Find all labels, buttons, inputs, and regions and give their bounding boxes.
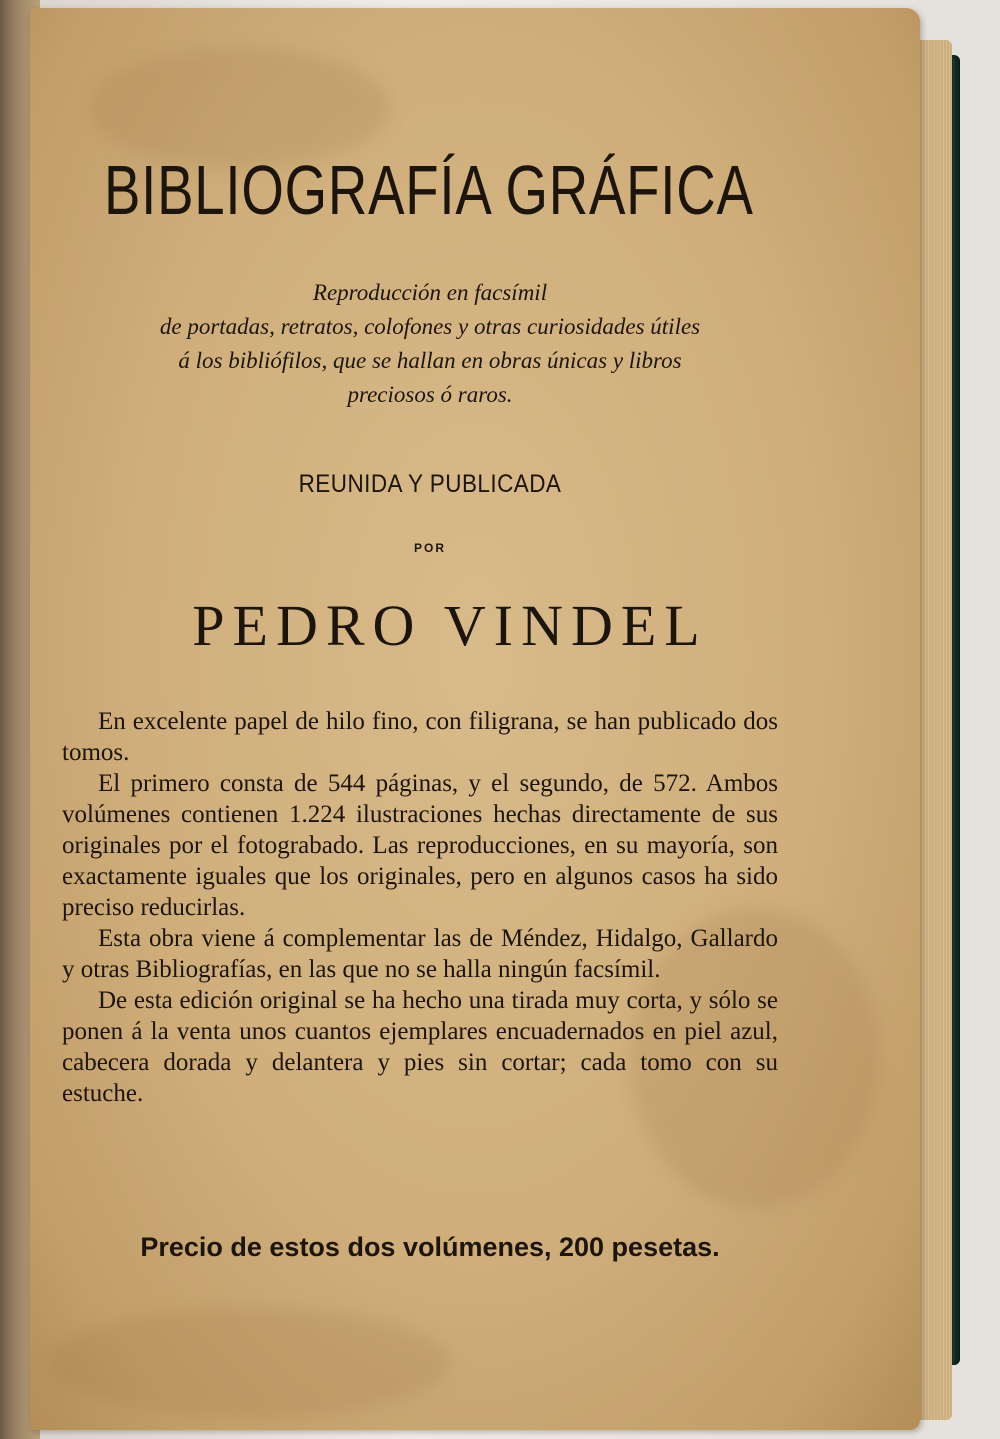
subtitle-line: á los bibliófilos, que se hallan en obras únicas y libros (178, 348, 682, 373)
subtitle-line: de portadas, retratos, colofones y otras curiosidades útiles (159, 314, 701, 339)
compiled-label: REUNIDA Y PUBLICADA (298, 470, 562, 498)
by-label: POR (413, 541, 446, 555)
subtitle-line: preciosos ó raros. (347, 382, 513, 407)
paper-stain (50, 1308, 450, 1418)
document-title: BIBLIOGRAFÍA GRÁFICA (103, 151, 754, 229)
price-line: Precio de estos dos volúmenes, 200 pesetas. (140, 1232, 720, 1262)
paragraph: En excelente papel de hilo fino, con filigrana, se han publicado dos tomos. (62, 708, 778, 766)
subtitle-line: Reproducción en facsímil (312, 280, 548, 305)
paragraph: El primero consta de 544 páginas, y el segundo, de 572. Ambos volúmenes contienen 1.224 ilustraciones hechas directamente de sus originales por el fotograbado. Las reproducciones, en su mayoría, son exactamente iguales que los originales, pero en algunos casos ha sido preciso reducirlas. (62, 770, 778, 921)
paragraph: Esta obra viene á complementar las de Méndez, Hidalgo, Gallardo y otras Bibliografías, en las que no se halla ningún facsímil. (62, 925, 778, 983)
subtitle (60, 276, 800, 412)
paragraph: De esta edición original se ha hecho una tirada muy corta, y sólo se ponen á la venta unos cuantos ejemplares encuadernados en piel azul, cabecera dorada y delantera y pies sin cortar; cada tomo con su estuche. (62, 987, 778, 1107)
description-body (62, 706, 778, 1109)
author-name: PEDRO VINDEL (192, 593, 708, 658)
